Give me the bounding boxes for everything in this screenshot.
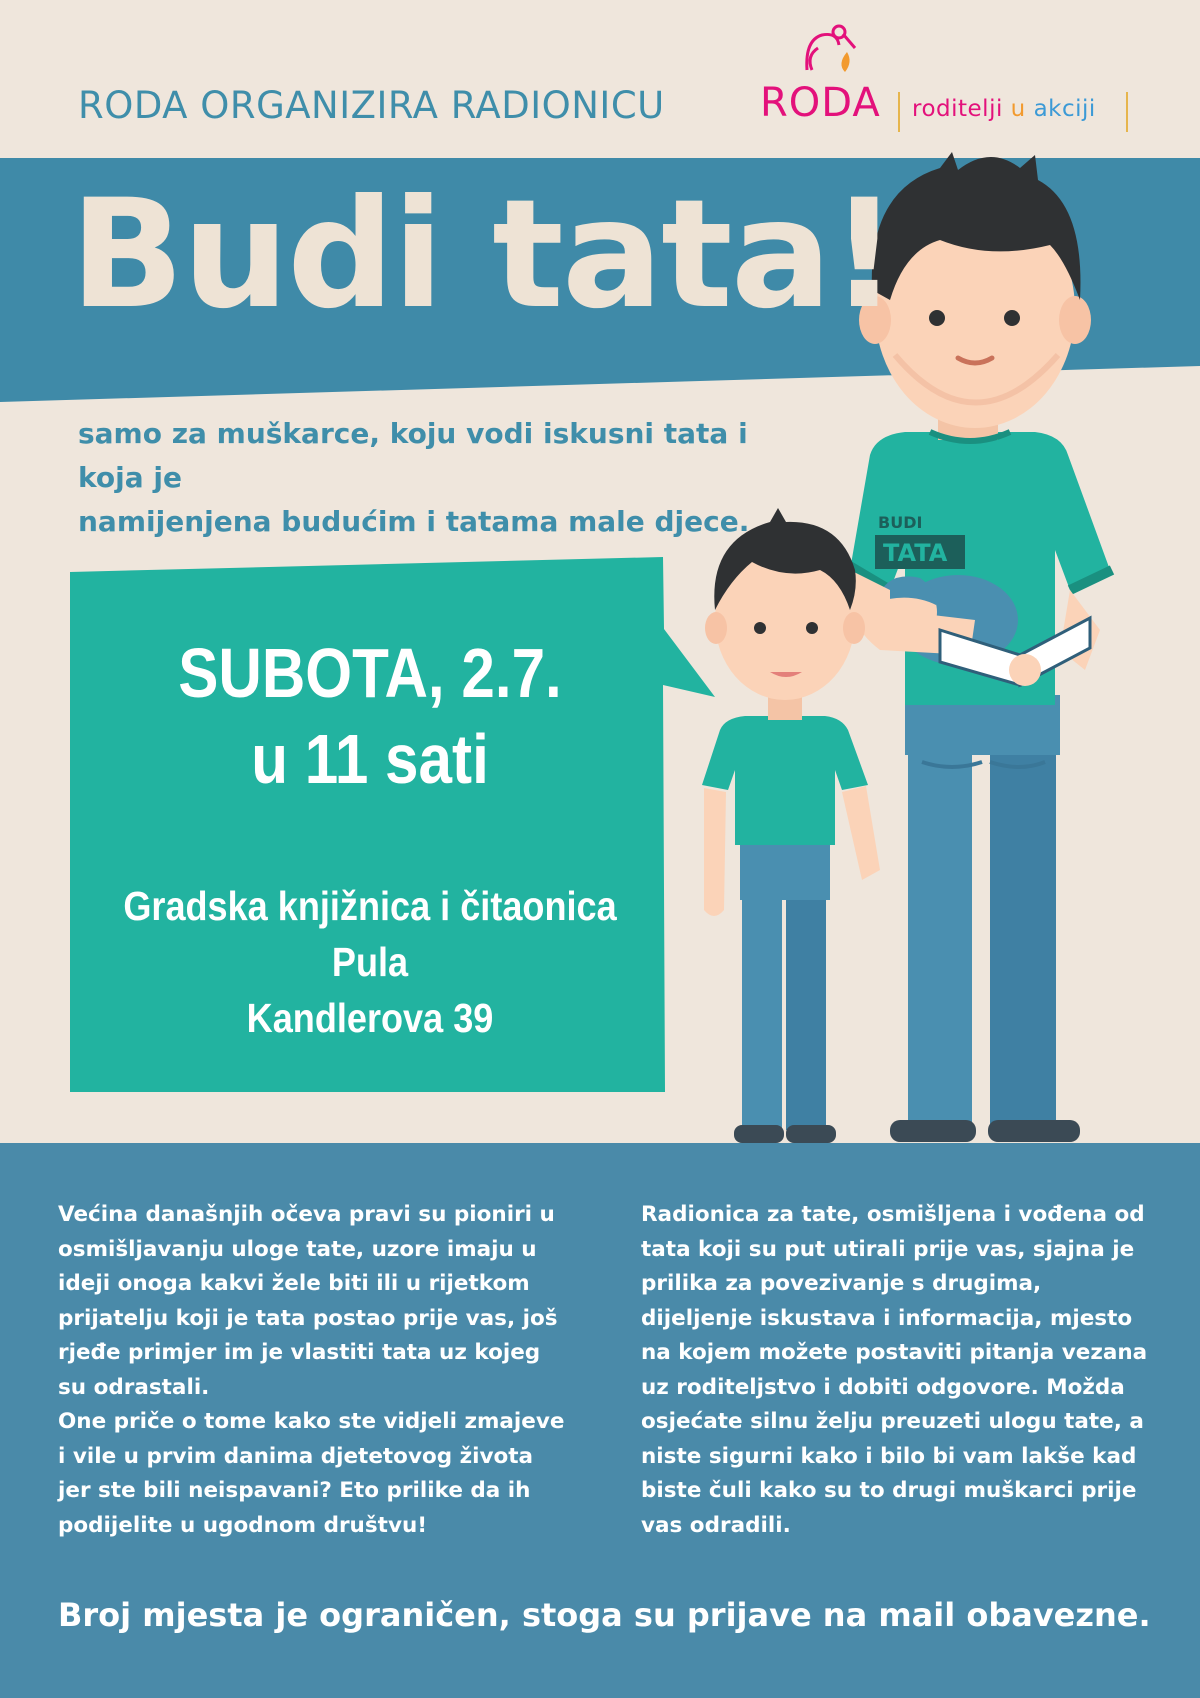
roda-wordmark: RODA: [760, 80, 881, 126]
svg-text:TATA: TATA: [883, 539, 948, 567]
body-paragraph: Radionica za tate, osmišljena i vođena od tata koji su put utirali prije vas, sjajna je prilika za povezivanje s drugima, dijeljenje iskustava i informacija, mjesto na kojem možete postaviti pitanja vezana uz roditeljstvo i dobiti odgovore. Možda osjećate silnu želju preuzeti ulogu tate, a niste sigurni kako i bilo bi vam lakše kad biste čuli kako su to drugi muškarci prije vas odradili.: [641, 1202, 1148, 1538]
event-when: [112, 630, 628, 802]
header-title: RODA ORGANIZIRA RADIONICU: [78, 84, 665, 127]
body-right-column: [641, 1198, 1151, 1543]
subtitle-line: namijenjena budućim i tatama male djece.: [78, 505, 750, 538]
logo-divider: [898, 92, 900, 132]
event-address: Kandlerova 39: [246, 995, 494, 1041]
event-place: Gradska knjižnica i čitaonica: [123, 883, 617, 929]
body-paragraph: One priče o tome kako ste vidjeli zmajeve i vile u prvim danima djetetovog života jer ste bili neispavani? Eto prilike da ih podijelite u ugodnom društvu!: [58, 1409, 565, 1538]
logo-divider: [1126, 92, 1128, 132]
footer-note: Broj mjesta je ograničen, stoga su prijave na mail obavezne.: [58, 1596, 1151, 1634]
subtitle-line: samo za muškarce, koju vodi iskusni tata i koja je: [78, 417, 748, 494]
tagline-part: akciji: [1033, 96, 1096, 122]
logo-tagline: [912, 96, 1096, 122]
body-paragraph: Većina današnjih očeva pravi su pioniri u osmišljavanju uloge tate, uzore imaju u ideji onoga kakvi žele biti ili u rijetkom prijatelju koji je tata postao prije vas, još rjeđe primjer im je vlastiti tata uz kojeg su odrastali.: [58, 1202, 558, 1400]
event-where: [106, 878, 634, 1046]
tagline-part: roditelji: [912, 96, 1003, 122]
event-day: SUBOTA, 2.7.: [178, 634, 562, 712]
main-title: Budi tata!: [70, 168, 897, 342]
event-time: u 11 sati: [251, 720, 489, 798]
svg-text:BUDI: BUDI: [878, 513, 923, 532]
body-left-column: [58, 1198, 568, 1543]
event-city: Pula: [331, 939, 409, 985]
subtitle: [78, 412, 818, 544]
tagline-part: u: [1002, 96, 1034, 122]
